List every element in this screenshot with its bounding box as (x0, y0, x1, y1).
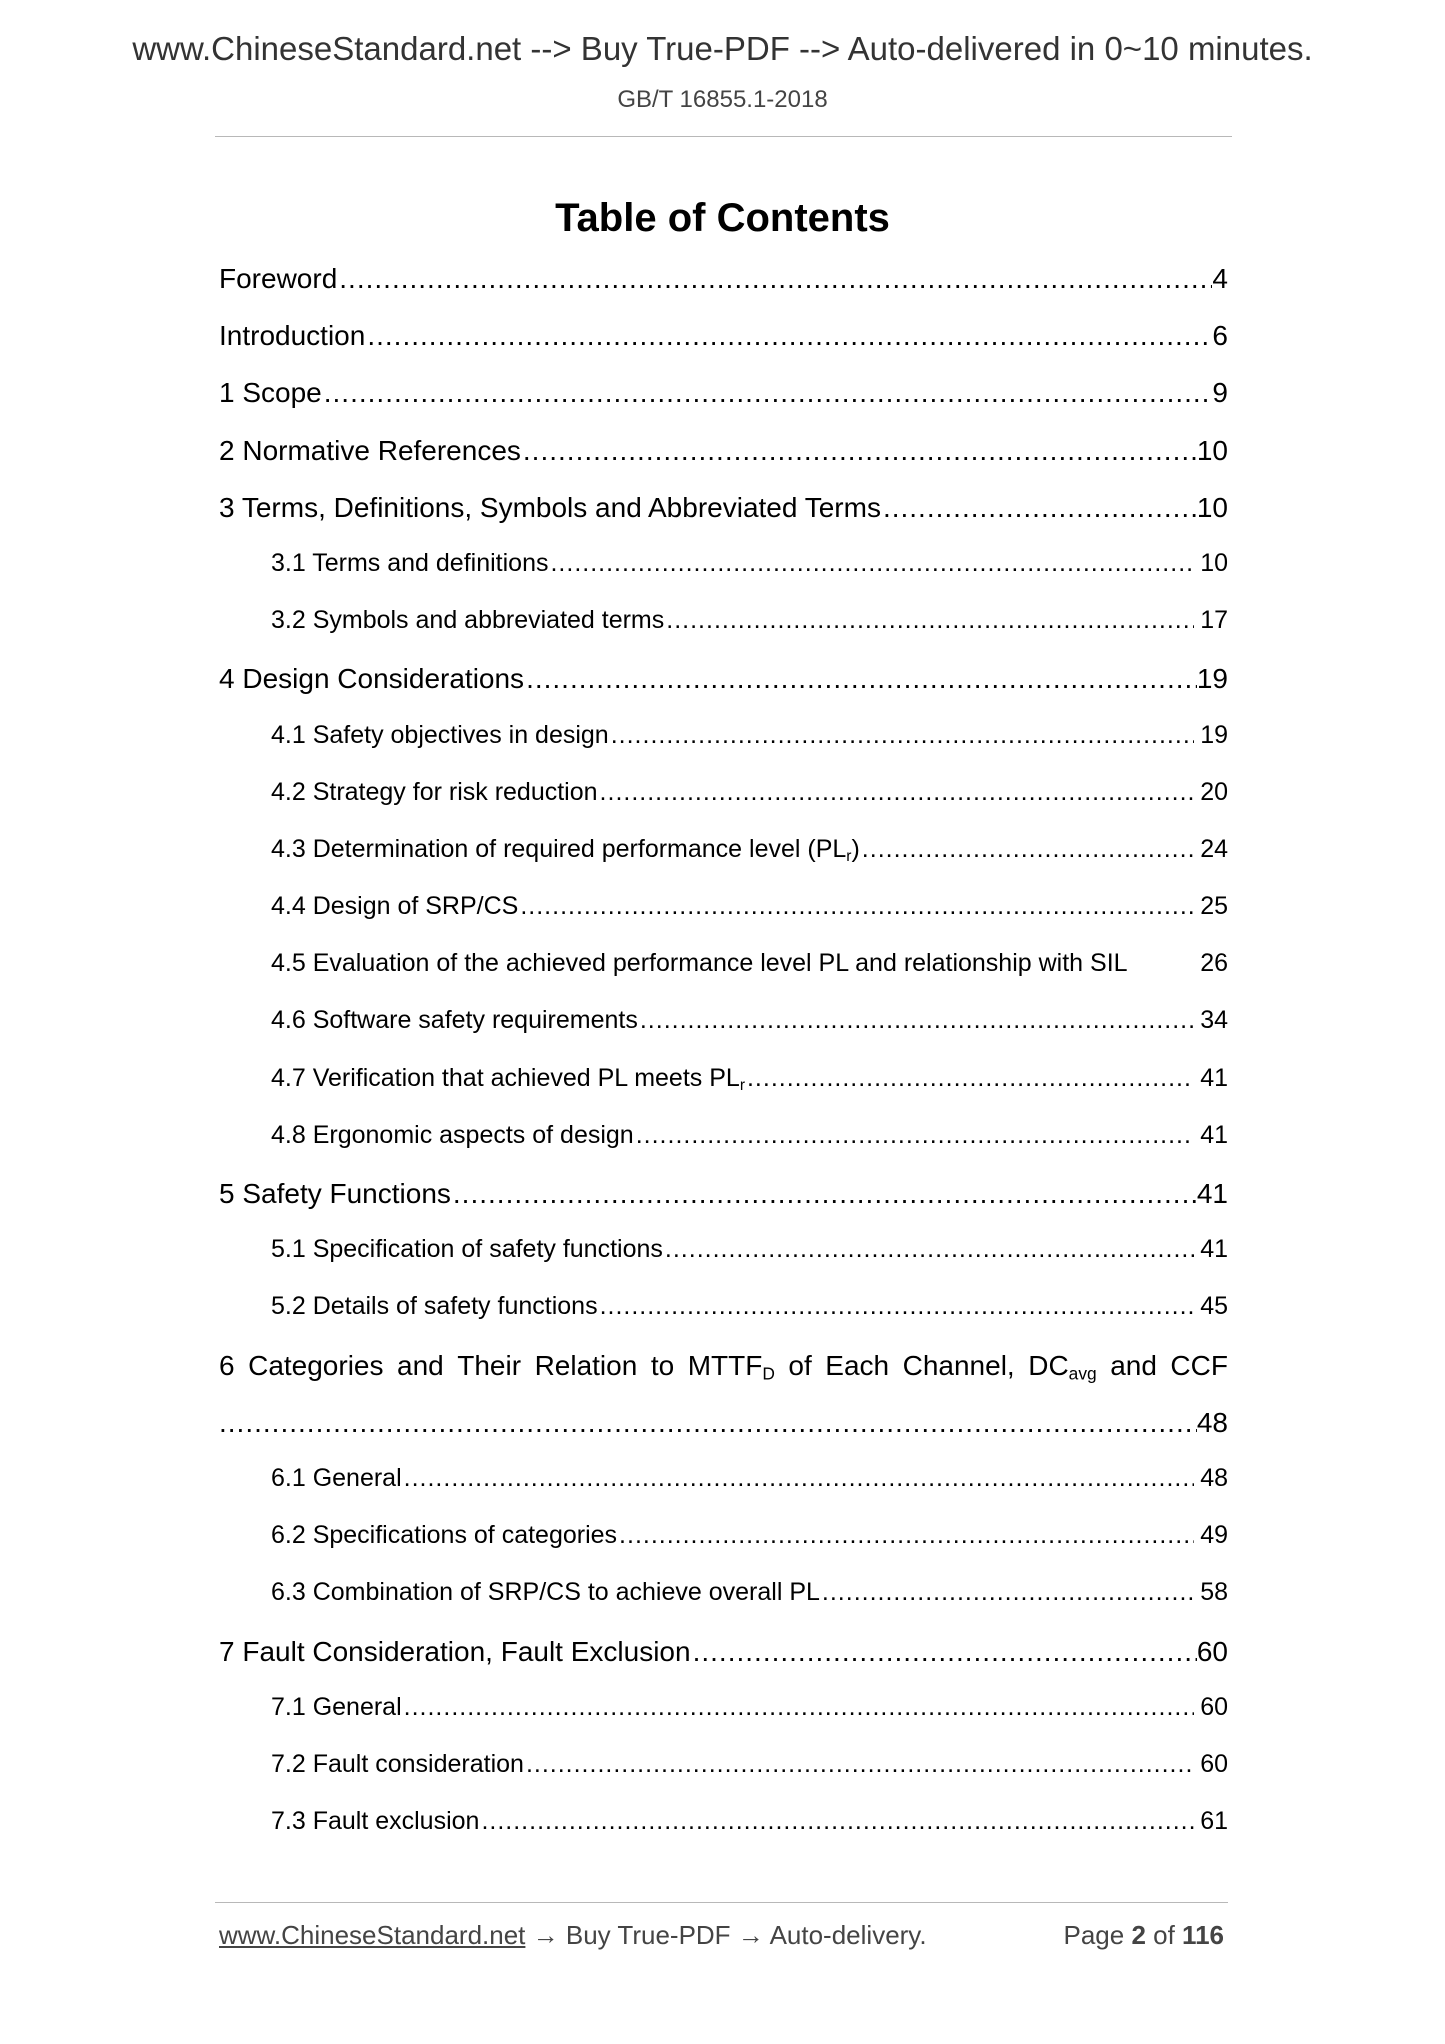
of-word: of (1145, 1920, 1183, 1950)
toc-entry-page: 41 (1200, 1235, 1228, 1264)
toc-entry-label: Foreword (219, 263, 338, 294)
toc-subentry[interactable] (219, 1006, 1228, 1063)
toc-entry-label (271, 835, 860, 864)
toc-entry-page: 58 (1200, 1578, 1228, 1607)
page-indicator (1063, 1920, 1224, 1951)
subscript: r (739, 1076, 745, 1094)
label-word: CCF (1170, 1349, 1228, 1381)
label-text: 4.3 Determination of required performance level (PL (271, 834, 847, 863)
toc-entry-label: 4 Design Considerations (219, 663, 525, 695)
toc-entry-label: 3.1 Terms and definitions (271, 548, 549, 577)
dot-leader (665, 1235, 1194, 1264)
toc-subentry[interactable] (219, 1693, 1228, 1750)
page-word: Page (1063, 1920, 1132, 1950)
toc-entry-label (219, 1350, 1228, 1382)
dot-leader (693, 1636, 1197, 1668)
dot-leader (822, 1578, 1194, 1607)
dot-leader (453, 1178, 1197, 1210)
dot-leader (883, 492, 1197, 524)
toc-entry-page: 19 (1200, 720, 1228, 749)
toc-entry-page: 41 (1196, 1178, 1228, 1209)
dot-leader (862, 835, 1194, 864)
toc-subentry[interactable] (219, 1521, 1228, 1578)
label-word: Their (457, 1349, 522, 1381)
table-of-contents (219, 263, 1228, 1864)
label-word: and (1110, 1349, 1157, 1381)
toc-subentry[interactable] (219, 778, 1228, 835)
toc-entry[interactable] (219, 320, 1228, 377)
label-text: ) (851, 834, 860, 863)
dot-leader (619, 1521, 1194, 1550)
toc-entry-label: 1 Scope (219, 377, 322, 409)
dot-leader (339, 263, 1212, 295)
toc-entry-page: 10 (1196, 491, 1228, 523)
label-text: 4.7 Verification that achieved PL meets PL (271, 1063, 740, 1092)
standard-number: GB/T 16855.1-2018 (617, 86, 828, 113)
toc-entry-label: Introduction (219, 320, 366, 352)
label-word: Relation (534, 1349, 638, 1381)
toc-entry-page: 49 (1200, 1521, 1228, 1550)
dot-leader (640, 1006, 1194, 1035)
subscript: D (762, 1362, 775, 1383)
toc-entry-page: 4 (1212, 263, 1228, 294)
header-divider (215, 136, 1232, 137)
label-word: Channel, (902, 1349, 1015, 1381)
dot-leader (520, 892, 1194, 921)
toc-entry-page: 60 (1200, 1749, 1228, 1778)
toc-entry-label: 6.3 Combination of SRP/CS to achieve overall PL (271, 1578, 820, 1607)
toc-entry-page: 60 (1196, 1635, 1228, 1667)
dot-leader (611, 721, 1194, 750)
toc-entry-page: 6 (1212, 320, 1228, 352)
toc-entry-label: 7.1 General (271, 1692, 402, 1721)
toc-entry-label: 4.6 Software safety requirements (271, 1006, 638, 1035)
toc-entry-page: 9 (1212, 377, 1228, 409)
toc-subentry[interactable] (219, 1578, 1228, 1635)
toc-entry-page: 61 (1200, 1807, 1228, 1836)
dot-leader (481, 1807, 1194, 1836)
toc-entry-label: 6.1 General (271, 1463, 402, 1492)
label-word: Each (825, 1349, 890, 1381)
toc-entry-label: 5 Safety Functions (219, 1178, 451, 1209)
toc-entry-label: 4.5 Evaluation of the achieved performance level PL and relationship with SIL (271, 949, 1128, 978)
toc-entry-label: 4.8 Ergonomic aspects of design (271, 1120, 634, 1149)
dot-leader (404, 1464, 1195, 1493)
toc-entry-page: 25 (1200, 892, 1228, 921)
dot-leader (747, 1064, 1194, 1093)
footer-site-link[interactable]: www.ChineseStandard.net (219, 1920, 526, 1950)
toc-subentry[interactable] (219, 606, 1228, 663)
toc-entry-label: 4.4 Design of SRP/CS (271, 892, 519, 921)
label-text: MTTF (687, 1349, 763, 1381)
toc-entry-page: 41 (1200, 1120, 1228, 1149)
toc-subentry[interactable] (219, 949, 1228, 1006)
toc-subentry[interactable] (219, 549, 1228, 606)
toc-entry-label: 5.2 Details of safety functions (271, 1292, 598, 1321)
toc-entry-page: 48 (1196, 1406, 1228, 1438)
toc-subentry[interactable] (219, 892, 1228, 949)
label-word (1028, 1350, 1096, 1382)
toc-entry-page: 24 (1200, 834, 1228, 863)
dot-leader (523, 435, 1197, 467)
toc-entry-label: 7.2 Fault consideration (271, 1749, 524, 1778)
total-pages-number: 116 (1182, 1920, 1224, 1950)
toc-subentry[interactable] (219, 835, 1228, 892)
dot-leader (526, 663, 1197, 695)
toc-entry-wrapped-line1[interactable] (219, 1350, 1228, 1407)
toc-entry-page: 60 (1200, 1692, 1228, 1721)
toc-entry-label: 2 Normative References (219, 434, 521, 466)
toc-entry-page: 10 (1200, 548, 1228, 577)
label-text: DC (1028, 1349, 1069, 1381)
toc-entry-page: 10 (1196, 434, 1228, 466)
dot-leader (324, 377, 1213, 409)
toc-entry-label: 7 Fault Consideration, Fault Exclusion (219, 1635, 691, 1667)
toc-entry-label (271, 1064, 745, 1093)
toc-subentry[interactable] (219, 1750, 1228, 1807)
subscript: avg (1068, 1362, 1097, 1383)
toc-entry[interactable] (219, 1178, 1228, 1235)
footer-tagline: → Buy True-PDF → Auto-delivery. (525, 1920, 927, 1950)
toc-entry-page: 34 (1200, 1006, 1228, 1035)
current-page-number: 2 (1131, 1920, 1146, 1950)
toc-entry-page: 19 (1196, 663, 1228, 695)
label-word (688, 1350, 775, 1382)
toc-entry-page: 45 (1200, 1292, 1228, 1321)
toc-entry[interactable] (219, 1636, 1228, 1693)
toc-title: Table of Contents (555, 196, 890, 240)
toc-entry-page: 20 (1200, 777, 1228, 806)
label-word: and (397, 1349, 444, 1381)
dot-leader (404, 1693, 1195, 1722)
dot-leader (526, 1750, 1194, 1779)
toc-entry-label: 4.1 Safety objectives in design (271, 720, 609, 749)
toc-subentry[interactable] (219, 721, 1228, 778)
toc-entry-label: 6.2 Specifications of categories (271, 1521, 618, 1550)
toc-entry-page: 48 (1200, 1463, 1228, 1492)
dot-leader (550, 549, 1194, 578)
toc-subentry[interactable] (219, 1064, 1228, 1121)
label-word: of (788, 1349, 812, 1381)
footer-divider (215, 1902, 1228, 1903)
toc-entry-page: 17 (1200, 606, 1228, 635)
toc-entry-label: 3.2 Symbols and abbreviated terms (271, 606, 665, 635)
toc-entry[interactable] (219, 263, 1228, 320)
dot-leader (219, 1407, 1197, 1439)
toc-entry[interactable] (219, 377, 1228, 434)
toc-subentry[interactable] (219, 1121, 1228, 1178)
toc-subentry[interactable] (219, 1464, 1228, 1521)
label-word: to (650, 1349, 675, 1381)
label-word: Categories (248, 1349, 384, 1381)
toc-subentry[interactable] (219, 1292, 1228, 1349)
dot-leader (600, 778, 1195, 807)
label-word: 6 (219, 1349, 235, 1381)
toc-entry[interactable] (219, 435, 1228, 492)
toc-subentry[interactable] (219, 1807, 1228, 1864)
page-footer (219, 1920, 1224, 1951)
toc-entry-label: 5.1 Specification of safety functions (271, 1235, 663, 1264)
dot-leader (367, 320, 1212, 352)
toc-entry-label: 4.2 Strategy for risk reduction (271, 777, 598, 806)
subscript: r (846, 847, 852, 865)
dot-leader (600, 1292, 1195, 1321)
toc-entry-label: 3 Terms, Definitions, Symbols and Abbreviated Terms (219, 491, 881, 523)
dot-leader (636, 1121, 1194, 1150)
toc-entry[interactable] (219, 492, 1228, 549)
toc-subentry[interactable] (219, 1235, 1228, 1292)
toc-entry-label: 7.3 Fault exclusion (271, 1807, 480, 1836)
dot-leader (666, 606, 1194, 635)
header-banner: www.ChineseStandard.net --> Buy True-PDF --> Auto-delivered in 0~10 minutes. (132, 30, 1313, 67)
toc-entry-page: 41 (1200, 1063, 1228, 1092)
toc-entry[interactable] (219, 663, 1228, 720)
toc-entry-wrapped-line2[interactable] (219, 1407, 1228, 1464)
toc-entry-page: 26 (1200, 949, 1228, 978)
